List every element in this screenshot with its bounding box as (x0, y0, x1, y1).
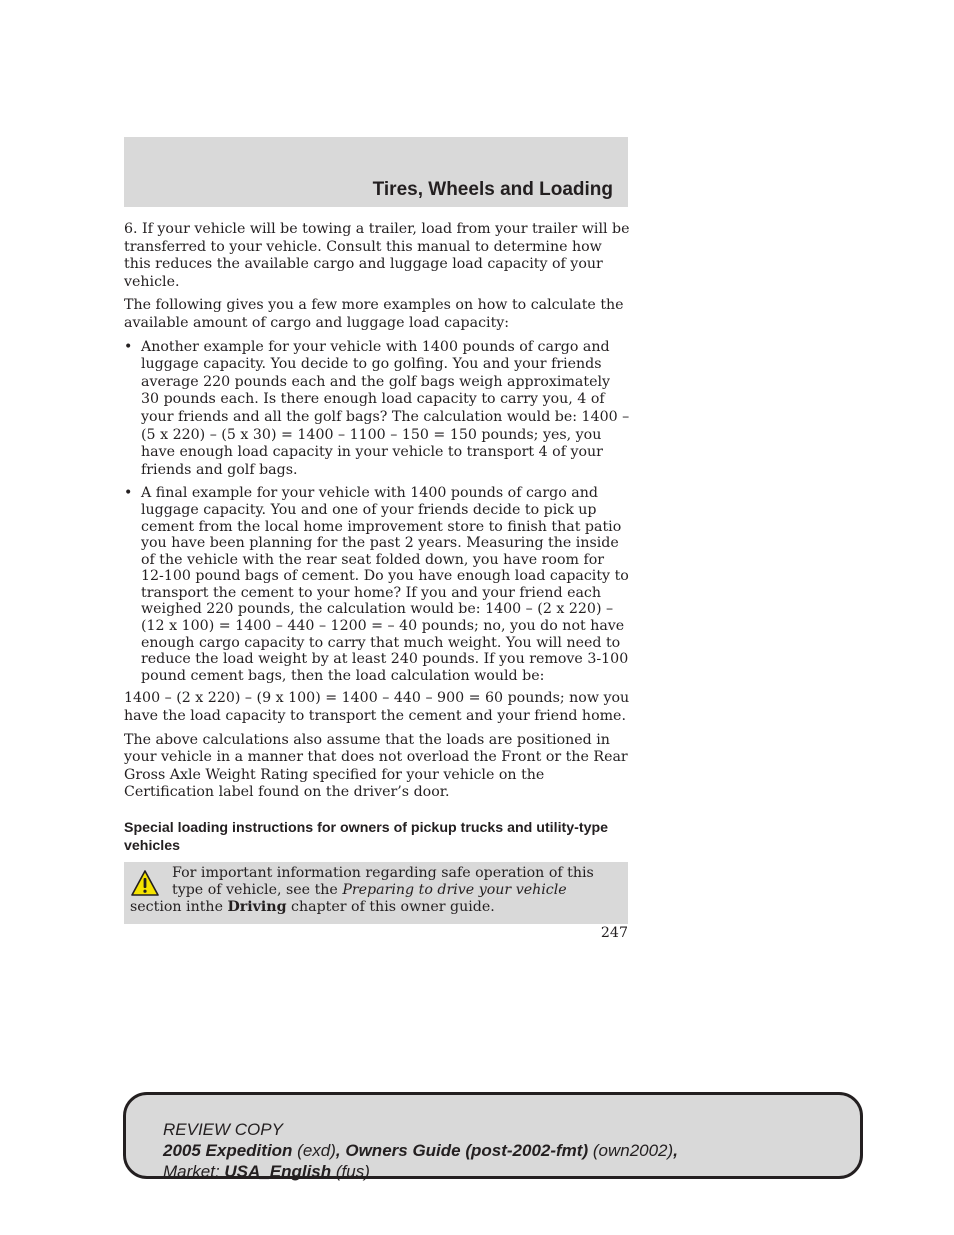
bullet-icon: • (124, 485, 133, 502)
examples-list (124, 339, 630, 685)
list-item (124, 485, 630, 684)
list-item (124, 339, 630, 480)
list-item-text: Another example for your vehicle with 1400 pounds of cargo and luggage capacity. You decide to go golfing. You and your friends average 220 pounds each and the golf bags weigh approximately 30 pounds each. Is there enough load capacity to carry you, 4 of your friends and all the golf bags? The calculation would be: 1400 – (5 x 220) – (5 x 30) = 1400 – 1100 – 150 = 150 pounds; yes, you have enough load capacity in your vehicle to transport 4 of your friends and golf bags. (141, 338, 630, 478)
list-item-text: A final example for your vehicle with 1400 pounds of cargo and luggage capacity. You and one of your friends decide to pick up cement from the local home improvement store to finish that patio you have been planning for the past 2 years. Measuring the inside of the vehicle with the rear seat folded down, you have room for 12-100 pound bags of cement. Do you have enough load capacity to transport the cement to your home? If you and your friend each weighed 220 pounds, the calculation would be: 1400 – (2 x 220) – (12 x 100) = 1400 – 440 – 1200 = – 40 pounds; no, you do not have enough cargo capacity to carry that much weight. You will need to reduce the load weight by at least 240 pounds. If you remove 3-100 pound cement bags, then the load calculation would be: (141, 485, 629, 684)
market-code: (fus) (331, 1162, 370, 1181)
reference-preparing-to-drive: Preparing to drive your vehicle (342, 882, 567, 899)
market-line (163, 1161, 860, 1182)
paragraph-calculation: 1400 – (2 x 220) – (9 x 100) = 1400 – 440 – 900 = 60 pounds; now you have the load capacity to transport the cement and your friend home. (124, 690, 630, 725)
model-name: 2005 Expedition (163, 1141, 293, 1160)
paragraph-towing: 6. If your vehicle will be towing a trailer, load from your trailer will be transferred to your vehicle. Consult this manual to determine how this reduces the available cargo and luggage load capacity of your vehicle. (124, 221, 630, 290)
document-info-line (163, 1140, 860, 1161)
guide-code: (own2002) (588, 1141, 674, 1160)
paragraph-gawr-note: The above calculations also assume that the loads are positioned in your vehicle in a manner that does not overload the Front or the Rear Gross Axle Weight Rating specified for your vehicle on the Certification label found on the driver’s door. (124, 731, 628, 801)
warning-box (124, 862, 628, 924)
guide-name: Owners Guide (post-2002-fmt) (345, 1141, 589, 1160)
warning-text (130, 865, 594, 915)
section-title: Tires, Wheels and Loading (372, 179, 613, 200)
warning-text-part: For important information regarding safe operation of this type of vehicle, see the (172, 865, 594, 899)
reference-driving-chapter: Driving (227, 899, 287, 916)
paragraph-examples-intro: The following gives you a few more examples on how to calculate the available amount of cargo and luggage load capacity: (124, 297, 624, 331)
review-copy-label: REVIEW COPY (163, 1120, 283, 1139)
review-copy-footer (123, 1092, 863, 1179)
warning-triangle-icon (130, 869, 160, 897)
market-name: USA_English (224, 1162, 332, 1181)
model-code: (exd) (292, 1141, 336, 1160)
page-content (124, 221, 630, 924)
separator: , (673, 1141, 678, 1160)
subheading-pickup-trucks: Special loading instructions for owners of pickup trucks and utility-type vehicles (124, 820, 609, 854)
bullet-icon: • (124, 338, 133, 355)
warning-text-part: section inthe (130, 899, 228, 916)
section-header-band (124, 137, 628, 207)
warning-text-part: chapter of this owner guide. (286, 899, 495, 916)
page-number: 247 (600, 925, 628, 941)
market-label: Market: (163, 1162, 225, 1181)
separator: , (335, 1141, 346, 1160)
